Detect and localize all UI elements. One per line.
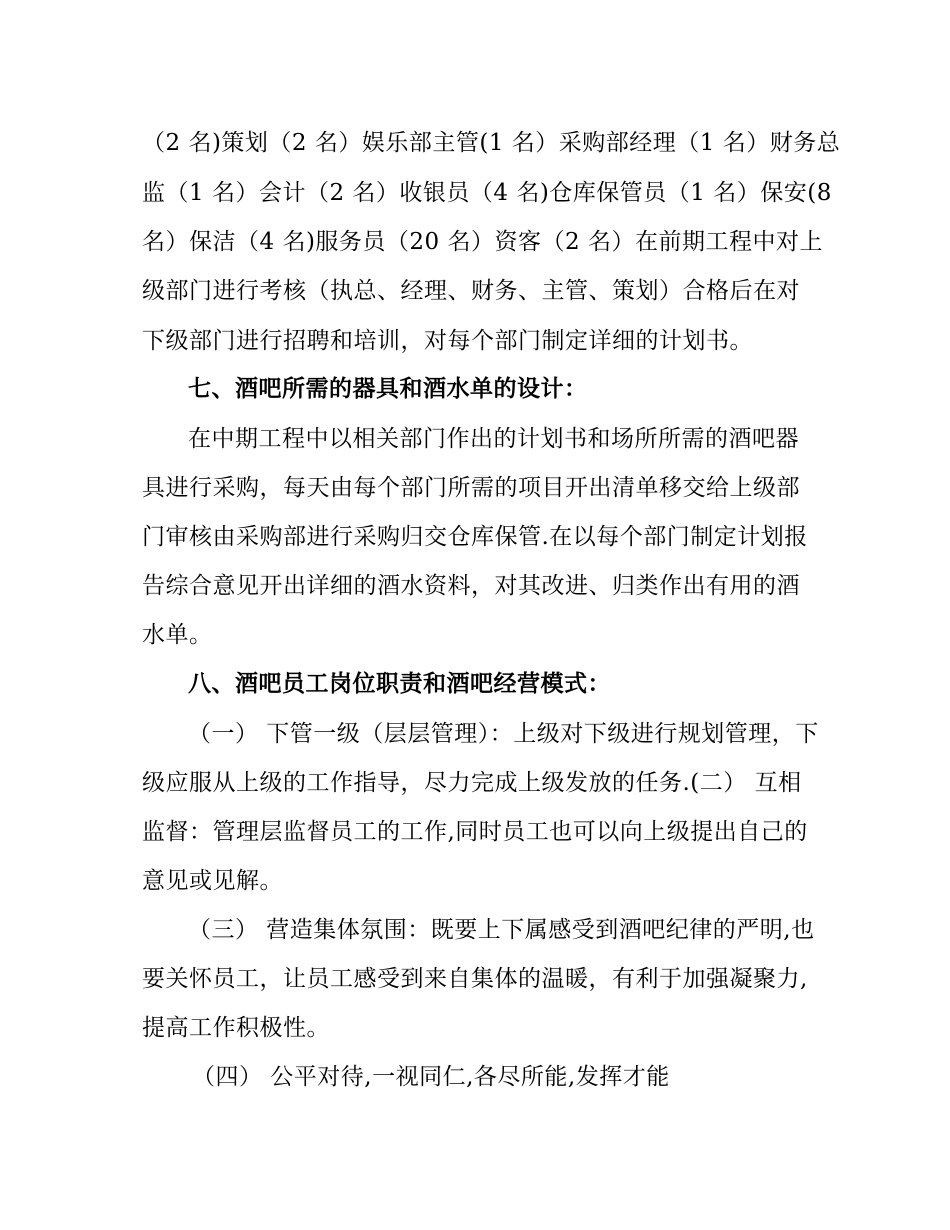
paragraph-line: 监（1 名）会计（2 名）收银员（4 名)仓库保管员（1 名）保安(8	[142, 180, 832, 206]
paragraph-line: （2 名)策划（2 名）娱乐部主管(1 名）采购部经理（1 名）财务总	[142, 130, 841, 156]
paragraph-line: 级部门进行考核（执总、经理、财务、主管、策划）合格后在对	[142, 278, 800, 304]
paragraph-line: （一） 下管一级（层层管理）：上级对下级进行规划管理，下	[188, 721, 819, 747]
paragraph-line: 提高工作积极性。	[142, 1015, 330, 1041]
paragraph-line: 监督：管理层监督员工的工作,同时员工也可以向上级提出自己的	[142, 819, 808, 845]
paragraph-line: 门审核由采购部进行采购归交仓库保管.在以每个部门制定计划报	[142, 524, 808, 550]
paragraph-line: 级应服从上级的工作指导，尽力完成上级发放的任务.(二） 互相	[142, 770, 802, 796]
paragraph-line: 告综合意见开出详细的酒水资料，对其改进、归类作出有用的酒	[142, 573, 800, 599]
paragraph-line: 具进行采购，每天由每个部门所需的项目开出清单移交给上级部	[142, 475, 800, 501]
paragraph-line: 名）保洁（4 名)服务员（20 名）资客（2 名）在前期工程中对上	[142, 229, 823, 255]
paragraph-line: 下级部门进行招聘和培训，对每个部门制定详细的计划书。	[142, 328, 753, 354]
paragraph-line: 意见或见解。	[142, 868, 283, 894]
paragraph-line: 水单。	[142, 622, 213, 648]
paragraph-line: （三） 营造集体氛围：既要上下属感受到酒吧纪律的严明,也	[188, 917, 815, 943]
paragraph-line: 要关怀员工，让员工感受到来自集体的温暖，有利于加强凝聚力,	[142, 966, 808, 992]
section-heading-8: 八、酒吧员工岗位职责和酒吧经营模式：	[188, 670, 611, 697]
paragraph-line: （四） 公平对待,一视同仁,各尽所能,发挥才能	[192, 1064, 670, 1090]
paragraph-line: 在中期工程中以相关部门作出的计划书和场所所需的酒吧器	[188, 426, 799, 452]
section-heading-7: 七、酒吧所需的器具和酒水单的设计：	[188, 375, 588, 402]
